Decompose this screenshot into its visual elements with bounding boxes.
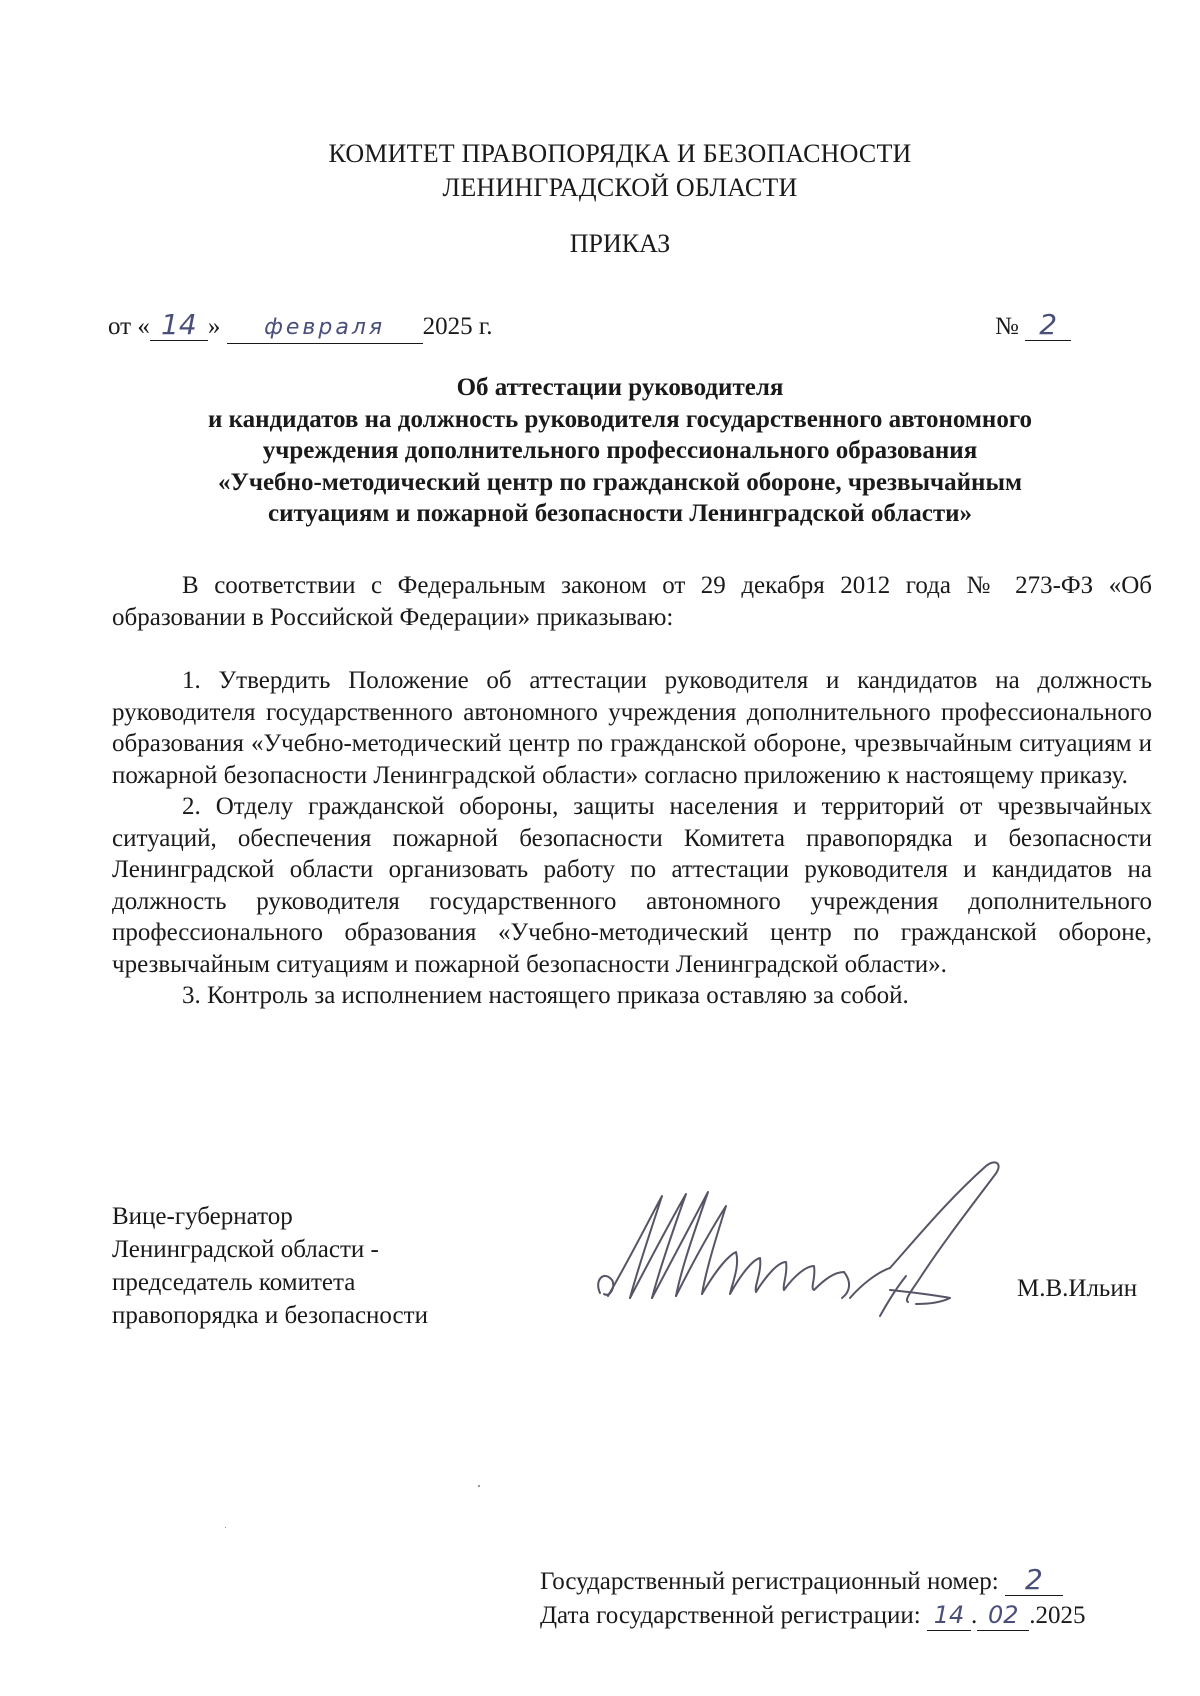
subject-line-1: Об аттестации руководителя <box>456 374 784 401</box>
subject-line-2: и кандидатов на должность руководителя государственного автономного <box>207 406 1033 433</box>
order-number <box>995 310 1071 344</box>
registration-day-handwritten: 14 <box>927 1600 971 1631</box>
signer-title-line: Вице-губернатор <box>112 1203 293 1230</box>
order-items <box>112 665 1152 1012</box>
scan-speck <box>225 1527 226 1528</box>
signer-name: М.В.Ильин <box>1017 1275 1138 1302</box>
date-day-handwritten: 14 <box>150 310 208 341</box>
subject-line-4: «Учебно-методический центр по гражданской обороне, чрезвычайным <box>218 469 1022 496</box>
signer-title <box>112 1200 428 1332</box>
organization-name-line1: КОМИТЕТ ПРАВОПОРЯДКА И БЕЗОПАСНОСТИ <box>328 139 912 168</box>
handwritten-signature <box>590 1148 1020 1338</box>
preamble-text: В соответствии с Федеральным законом от 29 декабря 2012 года № 273-ФЗ «Об образовании в Российской Федерации» приказываю: <box>112 572 1152 631</box>
document-type: ПРИКАЗ <box>569 229 671 258</box>
order-date <box>108 310 493 344</box>
subject-line-3: учреждения дополнительного профессионального образования <box>262 437 978 464</box>
registration-year: .2025 <box>1029 1602 1086 1629</box>
registration-date-label: Дата государственной регистрации: <box>540 1602 921 1629</box>
registration-month-handwritten: 02 <box>977 1600 1029 1631</box>
number-value-handwritten: 2 <box>1025 310 1071 341</box>
registration-number-label: Государственный регистрационный номер: <box>540 1568 999 1595</box>
signer-title-line: председатель комитета <box>112 1269 356 1296</box>
date-month-handwritten: февраля <box>227 313 423 344</box>
registration-number-handwritten: 2 <box>1005 1565 1063 1596</box>
order-item-3: 3. Контроль за исполнением настоящего приказа оставляю за собой. <box>182 982 909 1009</box>
registration-date-line <box>540 1599 1086 1633</box>
order-item-1: 1. Утвердить Положение об аттестации руководителя и кандидатов на должность руководителя государственного автономного учреждения дополнительного профессионального образования «Учебно-методический центр по гражданской обороне, чрезвычайным ситуациям и пожарной безопасности Ленинградской области» согласно приложению к настоящему приказу. <box>112 667 1152 789</box>
preamble <box>112 570 1152 633</box>
order-item-2: 2. Отделу гражданской обороны, защиты населения и территорий от чрезвычайных ситуаций, обеспечения пожарной безопасности Комитета правопорядка и безопасности Ленинградской области организовать работу по аттестации руководителя и кандидатов на должность руководителя государственного автономного учреждения дополнительного профессионального образования «Учебно-методический центр по гражданской обороне, чрезвычайным ситуациям и пожарной безопасности Ленинградской области». <box>112 793 1152 978</box>
scan-speck <box>478 1485 480 1487</box>
signer-title-line: Ленинградской области - <box>112 1236 379 1263</box>
registration-date-separator: . <box>971 1602 978 1629</box>
registration-block <box>540 1565 1086 1633</box>
number-label: № <box>995 313 1019 340</box>
subject-line-5: ситуациям и пожарной безопасности Ленинградской области» <box>267 500 973 527</box>
registration-number-line <box>540 1565 1086 1599</box>
date-prefix: от « <box>108 313 150 340</box>
signer-title-line: правопорядка и безопасности <box>112 1302 428 1329</box>
date-year: 2025 г. <box>422 313 493 340</box>
organization-name-line2: ЛЕНИНГРАДСКОЙ ОБЛАСТИ <box>442 173 798 202</box>
date-mid: » <box>207 313 221 340</box>
